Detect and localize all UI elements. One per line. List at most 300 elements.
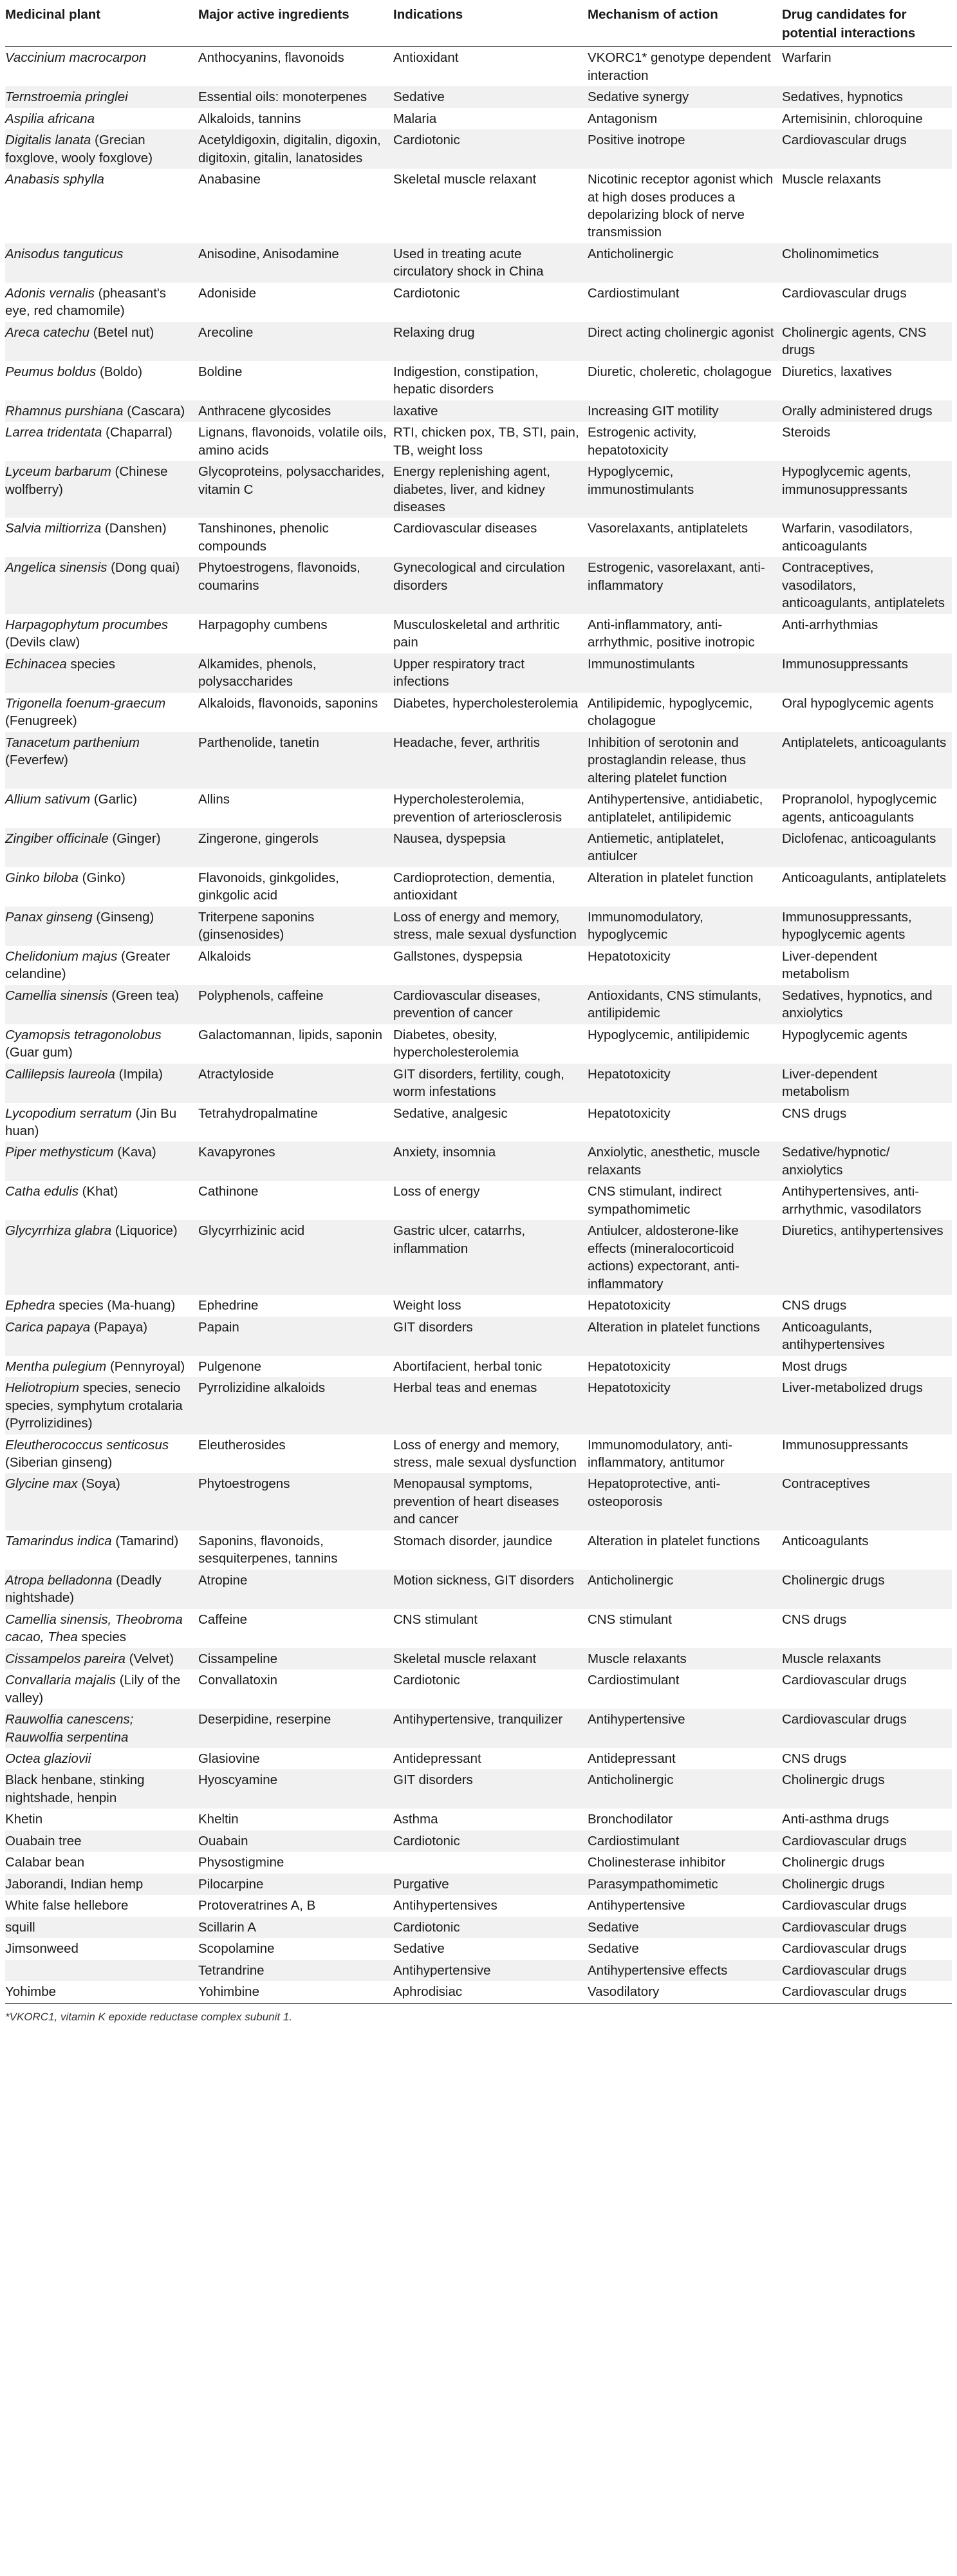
cell-medicinal-plant xyxy=(5,789,198,828)
cell-major-active-ingredients: Scopolamine xyxy=(198,1938,393,1959)
cell-drug-candidates: Anticoagulants, antiplatelets xyxy=(782,867,952,907)
table-row xyxy=(5,1709,952,1748)
cell-drug-candidates: Cardiovascular drugs xyxy=(782,1938,952,1959)
cell-medicinal-plant xyxy=(5,557,198,614)
cell-major-active-ingredients: Parthenolide, tanetin xyxy=(198,732,393,789)
cell-medicinal-plant xyxy=(5,732,198,789)
cell-mechanism-of-action: Cardiostimulant xyxy=(588,1669,782,1709)
cell-major-active-ingredients: Essential oils: monoterpenes xyxy=(198,86,393,108)
table-row xyxy=(5,732,952,789)
cell-mechanism-of-action: Hypoglycemic, immunostimulants xyxy=(588,461,782,518)
plant-common-name: (Siberian ginseng) xyxy=(5,1454,113,1470)
cell-medicinal-plant xyxy=(5,461,198,518)
cell-major-active-ingredients: Phytoestrogens xyxy=(198,1473,393,1530)
cell-mechanism-of-action: Vasodilatory xyxy=(588,1981,782,2003)
cell-drug-candidates: Cholinergic drugs xyxy=(782,1769,952,1809)
cell-mechanism-of-action: Antihypertensive, antidiabetic, antiplatelet, antilipidemic xyxy=(588,789,782,828)
table-row xyxy=(5,789,952,828)
cell-drug-candidates: Immunosuppressants xyxy=(782,653,952,693)
cell-indications: Hypercholesterolemia, prevention of arteriosclerosis xyxy=(393,789,588,828)
cell-indications: Antidepressant xyxy=(393,1748,588,1769)
cell-drug-candidates: Contraceptives, vasodilators, anticoagulants, antiplatelets xyxy=(782,557,952,614)
plant-common-name: White false hellebore xyxy=(5,1898,129,1913)
plant-common-name: species, senecio species, symphytum crotalaria (Pyrrolizidines) xyxy=(5,1380,183,1431)
cell-indications: Gynecological and circulation disorders xyxy=(393,557,588,614)
cell-indications: Gastric ulcer, catarrhs, inflammation xyxy=(393,1220,588,1295)
cell-mechanism-of-action: Nicotinic receptor agonist which at high doses produces a depolarizing block of nerve transmission xyxy=(588,169,782,243)
plant-common-name: (Green tea) xyxy=(111,988,180,1003)
cell-drug-candidates: Anti-asthma drugs xyxy=(782,1809,952,1830)
plant-common-name: species xyxy=(70,656,115,672)
plant-common-name: (Danshen) xyxy=(104,521,167,536)
table-row xyxy=(5,1852,952,1873)
cell-indications: Cardiotonic xyxy=(393,1669,588,1709)
cell-major-active-ingredients: Glycoproteins, polysaccharides, vitamin C xyxy=(198,461,393,518)
plant-common-name: (pheasant's eye, red chamomile) xyxy=(5,285,167,319)
table-row xyxy=(5,557,952,614)
table-row xyxy=(5,461,952,518)
cell-mechanism-of-action: Antihypertensive xyxy=(588,1709,782,1748)
table-row xyxy=(5,1809,952,1830)
cell-drug-candidates: Cardiovascular drugs xyxy=(782,1917,952,1938)
cell-mechanism-of-action: Vasorelaxants, antiplatelets xyxy=(588,518,782,557)
cell-major-active-ingredients: Polyphenols, caffeine xyxy=(198,985,393,1024)
cell-major-active-ingredients: Saponins, flavonoids, sesquiterpenes, tannins xyxy=(198,1530,393,1570)
plant-common-name: (Feverfew) xyxy=(5,753,68,768)
cell-medicinal-plant xyxy=(5,1769,198,1809)
plant-scientific-name: Glycyrrhiza glabra xyxy=(5,1223,112,1239)
cell-mechanism-of-action: Positive inotrope xyxy=(588,129,782,169)
cell-mechanism-of-action: Hepatotoxicity xyxy=(588,1103,782,1142)
cell-drug-candidates: Most drugs xyxy=(782,1356,952,1377)
header-medicinal-plant: Medicinal plant xyxy=(5,0,198,47)
cell-drug-candidates: Cardiovascular drugs xyxy=(782,129,952,169)
cell-major-active-ingredients: Triterpene saponins (ginsenosides) xyxy=(198,907,393,946)
plant-scientific-name: Tamarindus indica xyxy=(5,1533,112,1548)
cell-indications: Loss of energy xyxy=(393,1181,588,1220)
cell-medicinal-plant xyxy=(5,1377,198,1434)
cell-mechanism-of-action: Hepatotoxicity xyxy=(588,1064,782,1103)
cell-indications: Energy replenishing agent, diabetes, liver, and kidney diseases xyxy=(393,461,588,518)
cell-major-active-ingredients: Papain xyxy=(198,1317,393,1356)
plant-common-name: (Velvet) xyxy=(129,1651,174,1666)
cell-major-active-ingredients: Eleutherosides xyxy=(198,1434,393,1474)
cell-indications: Cardiotonic xyxy=(393,129,588,169)
plant-scientific-name: Callilepsis laureola xyxy=(5,1066,115,1082)
plant-scientific-name: Carica papaya xyxy=(5,1319,91,1335)
cell-mechanism-of-action: Sedative xyxy=(588,1917,782,1938)
cell-indications: GIT disorders xyxy=(393,1317,588,1356)
cell-indications: Purgative xyxy=(393,1874,588,1895)
cell-mechanism-of-action: Immunomodulatory, hypoglycemic xyxy=(588,907,782,946)
plant-scientific-name: Peumus boldus xyxy=(5,364,97,379)
cell-major-active-ingredients: Allins xyxy=(198,789,393,828)
cell-drug-candidates: Diclofenac, anticoagulants xyxy=(782,828,952,867)
plant-common-name: (Deadly nightshade) xyxy=(5,1572,162,1606)
cell-major-active-ingredients: Anabasine xyxy=(198,169,393,243)
cell-medicinal-plant xyxy=(5,1830,198,1852)
cell-indications: laxative xyxy=(393,400,588,422)
cell-medicinal-plant xyxy=(5,1356,198,1377)
table-row xyxy=(5,1830,952,1852)
table-header xyxy=(5,0,952,47)
cell-drug-candidates: Diuretics, laxatives xyxy=(782,361,952,400)
cell-mechanism-of-action: Sedative synergy xyxy=(588,86,782,108)
table-row xyxy=(5,1377,952,1434)
plant-common-name: (Boldo) xyxy=(100,364,143,379)
cell-major-active-ingredients: Tetrahydropalmatine xyxy=(198,1103,393,1142)
cell-indications: Relaxing drug xyxy=(393,322,588,361)
plant-scientific-name: Trigonella foenum-graecum xyxy=(5,695,166,711)
plant-common-name: Calabar bean xyxy=(5,1855,85,1870)
cell-major-active-ingredients: Pulgenone xyxy=(198,1356,393,1377)
cell-major-active-ingredients: Alkaloids, tannins xyxy=(198,108,393,129)
table-footnote: *VKORC1, vitamin K epoxide reductase complex subunit 1. xyxy=(5,2010,293,2023)
table-row xyxy=(5,1530,952,1570)
cell-major-active-ingredients: Phytoestrogens, flavonoids, coumarins xyxy=(198,557,393,614)
plant-common-name: Jimsonweed xyxy=(5,1941,79,1957)
plant-scientific-name: Convallaria majalis xyxy=(5,1673,116,1688)
cell-medicinal-plant xyxy=(5,47,198,86)
cell-major-active-ingredients: Harpagophy cumbens xyxy=(198,614,393,653)
cell-medicinal-plant xyxy=(5,129,198,169)
header-mechanism-of-action: Mechanism of action xyxy=(588,0,782,47)
cell-indications: Loss of energy and memory, stress, male sexual dysfunction xyxy=(393,907,588,946)
cell-indications: Stomach disorder, jaundice xyxy=(393,1530,588,1570)
cell-medicinal-plant xyxy=(5,1530,198,1570)
cell-drug-candidates: Artemisinin, chloroquine xyxy=(782,108,952,129)
table-row xyxy=(5,1103,952,1142)
plant-scientific-name: Cyamopsis tetragonolobus xyxy=(5,1027,162,1042)
table-row xyxy=(5,1648,952,1669)
cell-medicinal-plant xyxy=(5,1960,198,1981)
cell-mechanism-of-action: CNS stimulant, indirect sympathomimetic xyxy=(588,1181,782,1220)
cell-indications: Anxiety, insomnia xyxy=(393,1142,588,1181)
cell-drug-candidates: Anti-arrhythmias xyxy=(782,614,952,653)
table-row xyxy=(5,1295,952,1316)
cell-medicinal-plant xyxy=(5,867,198,907)
cell-drug-candidates: Cholinergic agents, CNS drugs xyxy=(782,322,952,361)
cell-mechanism-of-action: Direct acting cholinergic agonist xyxy=(588,322,782,361)
cell-medicinal-plant xyxy=(5,614,198,653)
cell-mechanism-of-action: Antiemetic, antiplatelet, antiulcer xyxy=(588,828,782,867)
table-row xyxy=(5,1024,952,1064)
plant-scientific-name: Ephedra xyxy=(5,1298,55,1313)
table-row xyxy=(5,1356,952,1377)
cell-medicinal-plant xyxy=(5,1874,198,1895)
cell-major-active-ingredients: Alkaloids xyxy=(198,946,393,985)
cell-medicinal-plant xyxy=(5,1142,198,1181)
cell-indications: Upper respiratory tract infections xyxy=(393,653,588,693)
cell-major-active-ingredients: Atractyloside xyxy=(198,1064,393,1103)
cell-medicinal-plant xyxy=(5,1609,198,1648)
cell-indications: Skeletal muscle relaxant xyxy=(393,169,588,243)
cell-major-active-ingredients: Anthracene glycosides xyxy=(198,400,393,422)
table-row xyxy=(5,653,952,693)
cell-mechanism-of-action: Antiulcer, aldosterone-like effects (mineralocorticoid actions) expectorant, anti-inflammatory xyxy=(588,1220,782,1295)
plant-common-name: (Ginseng) xyxy=(96,909,154,925)
plant-scientific-name: Mentha pulegium xyxy=(5,1359,107,1374)
cell-medicinal-plant xyxy=(5,422,198,461)
table-row xyxy=(5,361,952,400)
cell-indications: Motion sickness, GIT disorders xyxy=(393,1570,588,1609)
cell-medicinal-plant xyxy=(5,1434,198,1474)
table-row xyxy=(5,985,952,1024)
cell-mechanism-of-action: Muscle relaxants xyxy=(588,1648,782,1669)
cell-medicinal-plant xyxy=(5,1852,198,1873)
cell-drug-candidates: Liver-dependent metabolism xyxy=(782,1064,952,1103)
cell-indications: Sedative xyxy=(393,1938,588,1959)
plant-common-name: (Betel nut) xyxy=(93,324,154,340)
plant-common-name: (Impila) xyxy=(118,1066,163,1082)
cell-drug-candidates: Muscle relaxants xyxy=(782,169,952,243)
cell-drug-candidates: Cholinomimetics xyxy=(782,243,952,283)
plant-common-name: (Jin Bu huan) xyxy=(5,1105,177,1138)
cell-mechanism-of-action: Antihypertensive effects xyxy=(588,1960,782,1981)
cell-mechanism-of-action: Hepatotoxicity xyxy=(588,1377,782,1434)
cell-medicinal-plant xyxy=(5,1709,198,1748)
cell-indications: Diabetes, obesity, hypercholesterolemia xyxy=(393,1024,588,1064)
table-row xyxy=(5,1769,952,1809)
cell-indications: Antihypertensive xyxy=(393,1960,588,1981)
cell-drug-candidates: Cardiovascular drugs xyxy=(782,1981,952,2003)
cell-indications: Herbal teas and enemas xyxy=(393,1377,588,1434)
cell-major-active-ingredients: Anthocyanins, flavonoids xyxy=(198,47,393,86)
plant-common-name: (Liquorice) xyxy=(115,1223,178,1239)
cell-indications: Sedative xyxy=(393,86,588,108)
header-drug-candidates: Drug candidates for potential interactions xyxy=(782,0,952,47)
plant-common-name: (Soya) xyxy=(81,1476,120,1492)
plant-scientific-name: Anisodus tanguticus xyxy=(5,246,124,261)
plant-common-name: (Garlic) xyxy=(93,792,138,807)
cell-major-active-ingredients: Scillarin A xyxy=(198,1917,393,1938)
cell-medicinal-plant xyxy=(5,400,198,422)
cell-mechanism-of-action: Anticholinergic xyxy=(588,1570,782,1609)
table-row xyxy=(5,47,952,86)
plant-scientific-name: Rauwolfia canescens; Rauwolfia serpentina xyxy=(5,1712,134,1745)
plant-scientific-name: Areca catechu xyxy=(5,324,90,340)
plant-scientific-name: Chelidonium majus xyxy=(5,948,118,964)
table-row xyxy=(5,1895,952,1916)
cell-medicinal-plant xyxy=(5,985,198,1024)
cell-mechanism-of-action: Anxiolytic, anesthetic, muscle relaxants xyxy=(588,1142,782,1181)
cell-medicinal-plant xyxy=(5,243,198,283)
cell-medicinal-plant xyxy=(5,1938,198,1959)
table-row xyxy=(5,283,952,322)
plant-common-name: (Chaparral) xyxy=(106,425,172,440)
cell-mechanism-of-action: Alteration in platelet functions xyxy=(588,1317,782,1356)
cell-indications: Cardiotonic xyxy=(393,1917,588,1938)
plant-scientific-name: Anabasis sphylla xyxy=(5,172,104,187)
plant-common-name: (Ginger) xyxy=(112,831,161,846)
plant-common-name: (Ginko) xyxy=(82,870,125,885)
cell-major-active-ingredients: Ouabain xyxy=(198,1830,393,1852)
table-row xyxy=(5,129,952,169)
plant-common-name: (Khat) xyxy=(82,1184,118,1199)
cell-indications: Malaria xyxy=(393,108,588,129)
cell-mechanism-of-action: Antioxidants, CNS stimulants, antilipidemic xyxy=(588,985,782,1024)
plant-common-name: (Devils claw) xyxy=(5,635,80,650)
cell-medicinal-plant xyxy=(5,946,198,985)
cell-drug-candidates: Cholinergic drugs xyxy=(782,1570,952,1609)
header-major-active-ingredients: Major active ingredients xyxy=(198,0,393,47)
table-row xyxy=(5,1960,952,1981)
cell-drug-candidates: Cardiovascular drugs xyxy=(782,1895,952,1916)
cell-medicinal-plant xyxy=(5,86,198,108)
table-row xyxy=(5,243,952,283)
plant-scientific-name: Cissampelos pareira xyxy=(5,1651,125,1666)
cell-mechanism-of-action: Antidepressant xyxy=(588,1748,782,1769)
cell-indications: Gallstones, dyspepsia xyxy=(393,946,588,985)
cell-drug-candidates: Steroids xyxy=(782,422,952,461)
table-row xyxy=(5,1917,952,1938)
plant-common-name: species xyxy=(81,1630,127,1645)
table-row xyxy=(5,1748,952,1769)
cell-major-active-ingredients: Cathinone xyxy=(198,1181,393,1220)
table-row xyxy=(5,614,952,653)
cell-drug-candidates: Cholinergic drugs xyxy=(782,1852,952,1873)
cell-major-active-ingredients: Lignans, flavonoids, volatile oils, amino acids xyxy=(198,422,393,461)
cell-indications: Indigestion, constipation, hepatic disorders xyxy=(393,361,588,400)
cell-drug-candidates: Cardiovascular drugs xyxy=(782,1709,952,1748)
cell-drug-candidates: Anticoagulants xyxy=(782,1530,952,1570)
cell-indications: Cardiovascular diseases xyxy=(393,518,588,557)
cell-major-active-ingredients: Anisodine, Anisodamine xyxy=(198,243,393,283)
cell-indications: Sedative, analgesic xyxy=(393,1103,588,1142)
cell-drug-candidates: Immunosuppressants, hypoglycemic agents xyxy=(782,907,952,946)
cell-drug-candidates: Cardiovascular drugs xyxy=(782,1960,952,1981)
plant-scientific-name: Zingiber officinale xyxy=(5,831,109,846)
cell-mechanism-of-action: Hepatotoxicity xyxy=(588,1295,782,1316)
cell-major-active-ingredients: Pyrrolizidine alkaloids xyxy=(198,1377,393,1434)
cell-major-active-ingredients: Glycyrrhizinic acid xyxy=(198,1220,393,1295)
plant-common-name: (Papaya) xyxy=(93,1319,148,1335)
cell-indications: Diabetes, hypercholesterolemia xyxy=(393,693,588,732)
cell-indications: Antihypertensive, tranquilizer xyxy=(393,1709,588,1748)
cell-mechanism-of-action: Antagonism xyxy=(588,108,782,129)
cell-drug-candidates: Sedatives, hypnotics, and anxiolytics xyxy=(782,985,952,1024)
plant-common-name: Ouabain tree xyxy=(5,1833,82,1848)
cell-mechanism-of-action: Anti-inflammatory, anti-arrhythmic, positive inotropic xyxy=(588,614,782,653)
cell-mechanism-of-action: Estrogenic, vasorelaxant, anti-inflammatory xyxy=(588,557,782,614)
plant-common-name: (Tamarind) xyxy=(115,1533,179,1548)
cell-drug-candidates: Liver-dependent metabolism xyxy=(782,946,952,985)
cell-major-active-ingredients: Physostigmine xyxy=(198,1852,393,1873)
cell-drug-candidates: Hypoglycemic agents xyxy=(782,1024,952,1064)
cell-indications: Cardiovascular diseases, prevention of cancer xyxy=(393,985,588,1024)
cell-drug-candidates: CNS drugs xyxy=(782,1295,952,1316)
cell-drug-candidates: Anticoagulants, antihypertensives xyxy=(782,1317,952,1356)
cell-drug-candidates: Sedatives, hypnotics xyxy=(782,86,952,108)
cell-drug-candidates: CNS drugs xyxy=(782,1748,952,1769)
table-row xyxy=(5,1669,952,1709)
plant-common-name: squill xyxy=(5,1919,35,1935)
cell-medicinal-plant xyxy=(5,1103,198,1142)
plant-scientific-name: Vaccinium macrocarpon xyxy=(5,50,147,66)
table-row xyxy=(5,1473,952,1530)
cell-major-active-ingredients: Kavapyrones xyxy=(198,1142,393,1181)
table-row xyxy=(5,693,952,732)
header-row xyxy=(5,0,952,47)
cell-medicinal-plant xyxy=(5,1669,198,1709)
table-row xyxy=(5,1981,952,2003)
plant-common-name: (Grecian foxglove, wooly foxglove) xyxy=(5,133,153,165)
plant-scientific-name: Octea glaziovii xyxy=(5,1751,91,1766)
cell-drug-candidates: Sedative/hypnotic/ anxiolytics xyxy=(782,1142,952,1181)
cell-medicinal-plant xyxy=(5,169,198,243)
table-row xyxy=(5,1142,952,1181)
cell-indications: Cardioprotection, dementia, antioxidant xyxy=(393,867,588,907)
cell-medicinal-plant xyxy=(5,1064,198,1103)
cell-medicinal-plant xyxy=(5,361,198,400)
cell-mechanism-of-action: Antihypertensive xyxy=(588,1895,782,1916)
cell-indications: CNS stimulant xyxy=(393,1609,588,1648)
cell-mechanism-of-action: Parasympathomimetic xyxy=(588,1874,782,1895)
cell-mechanism-of-action: Hepatotoxicity xyxy=(588,946,782,985)
cell-indications: Cardiotonic xyxy=(393,283,588,322)
cell-drug-candidates: Cardiovascular drugs xyxy=(782,1830,952,1852)
cell-major-active-ingredients: Arecoline xyxy=(198,322,393,361)
plant-scientific-name: Ternstroemia pringlei xyxy=(5,89,128,105)
plant-scientific-name: Camellia sinensis xyxy=(5,988,108,1003)
cell-mechanism-of-action: CNS stimulant xyxy=(588,1609,782,1648)
plant-common-name: Yohimbe xyxy=(5,1984,57,2000)
table-row xyxy=(5,322,952,361)
cell-medicinal-plant xyxy=(5,1981,198,2003)
cell-indications xyxy=(393,1852,588,1873)
cell-major-active-ingredients: Adoniside xyxy=(198,283,393,322)
cell-major-active-ingredients: Zingerone, gingerols xyxy=(198,828,393,867)
cell-major-active-ingredients: Tanshinones, phenolic compounds xyxy=(198,518,393,557)
plant-scientific-name: Lyceum barbarum xyxy=(5,464,111,480)
cell-medicinal-plant xyxy=(5,1181,198,1220)
plant-scientific-name: Panax ginseng xyxy=(5,909,93,925)
table-row xyxy=(5,867,952,907)
cell-major-active-ingredients: Hyoscyamine xyxy=(198,1769,393,1809)
cell-mechanism-of-action: Hepatotoxicity xyxy=(588,1356,782,1377)
cell-indications: Skeletal muscle relaxant xyxy=(393,1648,588,1669)
plant-scientific-name: Camellia sinensis, Theobroma cacao, Thea xyxy=(5,1612,183,1645)
cell-medicinal-plant xyxy=(5,283,198,322)
plant-scientific-name: Atropa belladonna xyxy=(5,1572,113,1588)
plant-scientific-name: Harpagophytum procumbes xyxy=(5,617,168,632)
cell-medicinal-plant xyxy=(5,907,198,946)
cell-medicinal-plant xyxy=(5,653,198,693)
cell-mechanism-of-action: VKORC1* genotype dependent interaction xyxy=(588,47,782,86)
cell-drug-candidates: Immunosuppressants xyxy=(782,1434,952,1474)
plant-scientific-name: Angelica sinensis xyxy=(5,560,107,576)
plant-common-name: (Cascara) xyxy=(127,403,185,418)
plant-scientific-name: Aspilia africana xyxy=(5,111,95,126)
plant-scientific-name: Allium sativum xyxy=(5,792,91,807)
cell-indications: Cardiotonic xyxy=(393,1830,588,1852)
cell-mechanism-of-action: Hepatoprotective, anti-osteoporosis xyxy=(588,1473,782,1530)
table-row xyxy=(5,828,952,867)
table-row xyxy=(5,422,952,461)
cell-medicinal-plant xyxy=(5,1317,198,1356)
table-body xyxy=(5,47,952,2003)
cell-mechanism-of-action: Sedative xyxy=(588,1938,782,1959)
cell-mechanism-of-action: Bronchodilator xyxy=(588,1809,782,1830)
cell-medicinal-plant xyxy=(5,1917,198,1938)
table-row xyxy=(5,400,952,422)
cell-indications: Used in treating acute circulatory shock in China xyxy=(393,243,588,283)
cell-indications: Menopausal symptoms, prevention of heart diseases and cancer xyxy=(393,1473,588,1530)
plant-common-name: (Fenugreek) xyxy=(5,713,77,729)
cell-mechanism-of-action: Anticholinergic xyxy=(588,243,782,283)
cell-drug-candidates: CNS drugs xyxy=(782,1609,952,1648)
cell-major-active-ingredients: Caffeine xyxy=(198,1609,393,1648)
